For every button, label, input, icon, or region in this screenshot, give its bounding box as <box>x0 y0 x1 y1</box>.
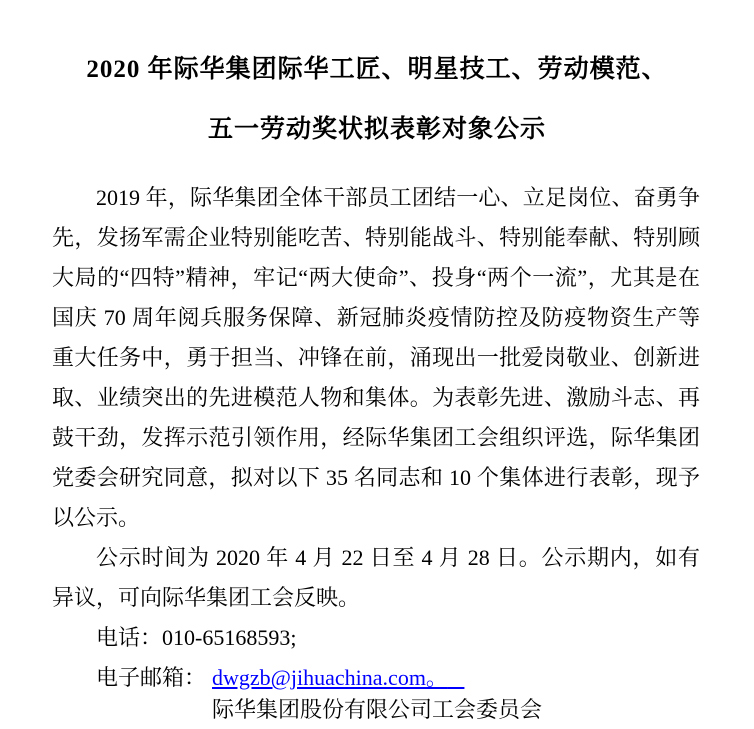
intro-paragraph: 2019 年，际华集团全体干部员工团结一心、立足岗位、奋勇争先，发扬军需企业特别能吃苦、特别能战斗、特别能奉献、特别顾大局的“四特”精神，牢记“两大使命”、投身“两个一流”，尤其是在国庆 70 周年阅兵服务保障、新冠肺炎疫情防控及防疫物资生产等重大任务中，勇于担当、冲锋在前，涌现出一批爱岗敬业、创新进取、业绩突出的先进模范人物和集体。为表彰先进、激励斗志、再鼓干劲，发挥示范引领作用，经际华集团工会组织评选，际华集团党委会研究同意，拟对以下 35 名同志和 10 个集体进行表彰，现予以公示。 <box>52 185 700 530</box>
document-title <box>0 57 754 143</box>
email-label: 电子邮箱： <box>96 665 207 690</box>
title-line-1: 2020 年际华集团际华工匠、明星技工、劳动模范、 <box>86 56 668 83</box>
title-line-2: 五一劳动奖状拟表彰对象公示 <box>207 116 546 143</box>
document-body <box>52 178 700 698</box>
notice-period-paragraph: 公示时间为 2020 年 4 月 22 日至 4 月 28 日。公示期内，如有异议，可向际华集团工会反映。 <box>52 545 700 610</box>
phone-label: 电话： <box>96 625 163 650</box>
phone-number: 010-65168593; <box>162 625 297 650</box>
phone-line <box>52 618 700 658</box>
signature-committee: 际华集团股份有限公司工会委员会 <box>211 697 542 722</box>
email-link[interactable]: dwgzb@jihuachina.com。 <box>212 665 448 690</box>
